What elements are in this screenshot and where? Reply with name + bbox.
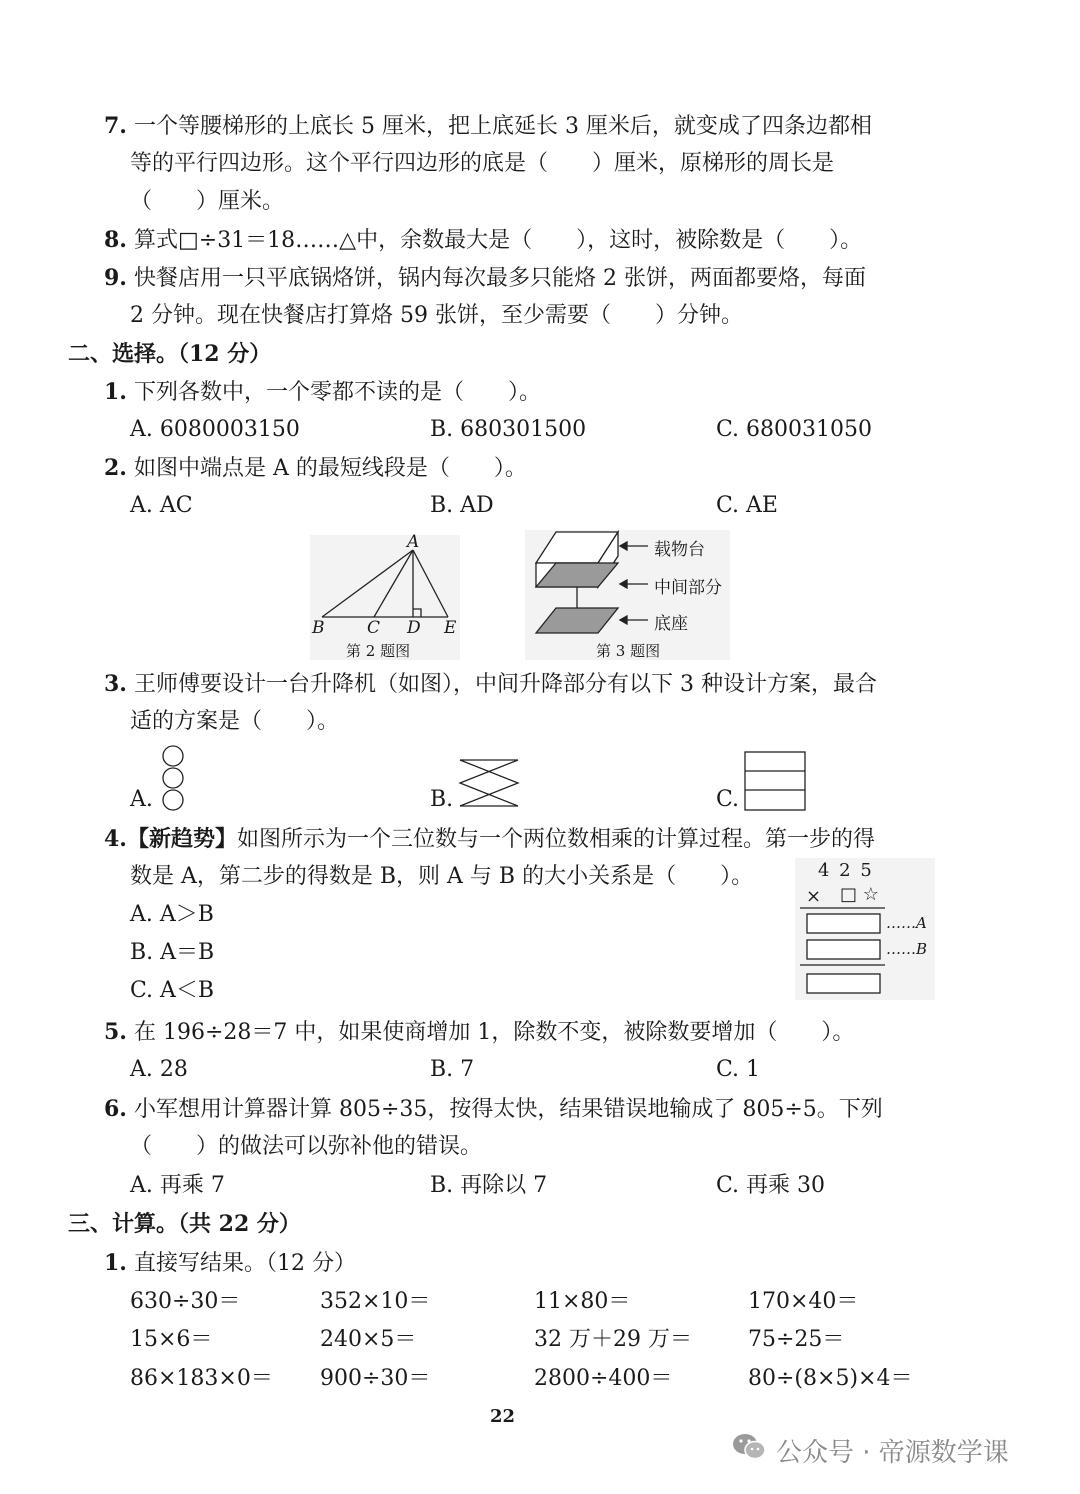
c5-option-c: C. 1 xyxy=(716,1057,761,1082)
c4-fig-times: × xyxy=(806,886,822,907)
fig2-label-b: B xyxy=(312,618,325,638)
c2-option-c: C. AE xyxy=(716,493,778,518)
c2-option-a: A. AC xyxy=(130,493,193,518)
calc1-number: 1. xyxy=(104,1250,127,1276)
calc1-text: 直接写结果。（12 分） xyxy=(133,1251,356,1276)
section3-title: 三、计算。（共 22 分） xyxy=(68,1211,301,1237)
calc-r2-c1: 15×6＝ xyxy=(130,1327,213,1352)
c4-option-a: A. A＞B xyxy=(130,902,214,927)
fig2-label-c: C xyxy=(367,618,381,638)
calc-r1-c3: 11×80＝ xyxy=(534,1289,631,1314)
c5-number: 5. xyxy=(104,1019,127,1045)
c6-option-c: C. 再乘 30 xyxy=(716,1173,826,1198)
calc-r1-c4: 170×40＝ xyxy=(748,1289,859,1314)
c1-option-c: C. 680031050 xyxy=(716,417,873,442)
c1-option-b: B. 680301500 xyxy=(430,417,587,442)
c1-option-a: A. 6080003150 xyxy=(130,417,300,442)
c4-text2: 数是 A，第二步的得数是 B，则 A 与 B 的大小关系是（ ）。 xyxy=(130,864,754,889)
calc-r1-c1: 630÷30＝ xyxy=(130,1289,241,1314)
q7-text1: 一个等腰梯形的上底长 5 厘米，把上底延长 3 厘米后，就变成了四条边都相 xyxy=(133,114,872,139)
c3-text1: 王师傅要设计一台升降机（如图），中间升降部分有以下 3 种设计方案，最合 xyxy=(133,672,877,697)
c3-option-b: B. xyxy=(430,787,454,812)
calc-r2-c4: 75÷25＝ xyxy=(748,1327,845,1352)
c3-number: 3. xyxy=(104,671,127,697)
c6-option-b: B. 再除以 7 xyxy=(430,1173,548,1198)
fig3-label-base: 底座 xyxy=(654,614,688,634)
fig2-label-d: D xyxy=(407,618,421,638)
c6-text1: 小军想用计算器计算 805÷35，按得太快，结果错误地输成了 805÷5。下列 xyxy=(133,1097,883,1122)
c6-line1 xyxy=(104,1095,883,1124)
c2-number: 2. xyxy=(104,455,127,481)
calc-r3-c1: 86×183×0＝ xyxy=(130,1366,273,1391)
c3-text2: 适的方案是（ ）。 xyxy=(130,709,340,734)
q7-number: 7. xyxy=(104,113,127,139)
calc-r3-c4: 80÷(8×5)×4＝ xyxy=(748,1366,913,1391)
c4-option-b: B. A＝B xyxy=(130,940,215,965)
page-number: 22 xyxy=(490,1406,516,1427)
c5-option-a: A. 28 xyxy=(130,1057,188,1082)
fig2-caption: 第 2 题图 xyxy=(346,642,411,660)
c1-text: 下列各数中，一个零都不读的是（ ）。 xyxy=(133,380,541,405)
c5-text: 在 196÷28＝7 中，如果使商增加 1，除数不变，被除数要增加（ ）。 xyxy=(133,1020,855,1045)
q8-number: 8. xyxy=(104,227,127,253)
c4-number: 4. xyxy=(104,826,127,852)
calc-r2-c3: 32 万＋29 万＝ xyxy=(534,1327,692,1352)
q9-number: 9. xyxy=(104,265,127,291)
c4-fig-label-b: ……B xyxy=(886,940,928,958)
fig3-label-top: 载物台 xyxy=(654,540,705,560)
q9-text2: 2 分钟。现在快餐店打算烙 59 张饼，至少需要（ ）分钟。 xyxy=(130,303,743,328)
c6-option-a: A. 再乘 7 xyxy=(130,1173,225,1198)
calc-r1-c2: 352×10＝ xyxy=(320,1289,431,1314)
fig3-label-mid: 中间部分 xyxy=(654,578,722,598)
q7-text3: （ ）厘米。 xyxy=(130,189,285,214)
fig3-caption: 第 3 题图 xyxy=(596,642,661,660)
q7-text2: 等的平行四边形。这个平行四边形的底是（ ）厘米，原梯形的周长是 xyxy=(130,151,835,176)
section2-title: 二、选择。（12 分） xyxy=(68,341,272,367)
calc-r3-c2: 900÷30＝ xyxy=(320,1366,431,1391)
c4-tag: 【新趋势】 xyxy=(126,826,237,852)
wechat-icon xyxy=(730,1431,770,1463)
c6-number: 6. xyxy=(104,1096,127,1122)
c2-option-b: B. AD xyxy=(430,493,494,518)
q9-text1: 快餐店用一只平底锅烙饼，锅内每次最多只能烙 2 张饼，两面都要烙，每面 xyxy=(133,266,866,291)
c4-fig-multiplicand: 4 2 5 xyxy=(818,860,874,881)
c4-option-c: C. A＜B xyxy=(130,978,215,1003)
c4-fig-digits: □ ☆ xyxy=(840,884,879,905)
calc1-line xyxy=(104,1249,356,1278)
c4-text1: 如图所示为一个三位数与一个两位数相乘的计算过程。第一步的得 xyxy=(236,827,875,852)
c4-fig-label-a: ……A xyxy=(886,914,927,932)
c1-number: 1. xyxy=(104,379,127,405)
calc-r2-c2: 240×5＝ xyxy=(320,1327,417,1352)
c3-option-c: C. xyxy=(716,787,740,812)
c3-option-a: A. xyxy=(130,787,153,812)
c5-line xyxy=(104,1018,854,1047)
fig2-label-a: A xyxy=(407,532,420,552)
c6-text2: （ ）的做法可以弥补他的错误。 xyxy=(130,1134,483,1159)
c5-option-b: B. 7 xyxy=(430,1057,475,1082)
watermark-text: 公众号 · 帝源数学课 xyxy=(776,1438,1009,1468)
fig2-label-e: E xyxy=(444,618,457,638)
q8-text: 算式□÷31＝18……△中，余数最大是（ ），这时，被除数是（ ）。 xyxy=(133,228,863,253)
calc-r3-c3: 2800÷400＝ xyxy=(534,1366,673,1391)
c2-text: 如图中端点是 A 的最短线段是（ ）。 xyxy=(133,456,527,481)
